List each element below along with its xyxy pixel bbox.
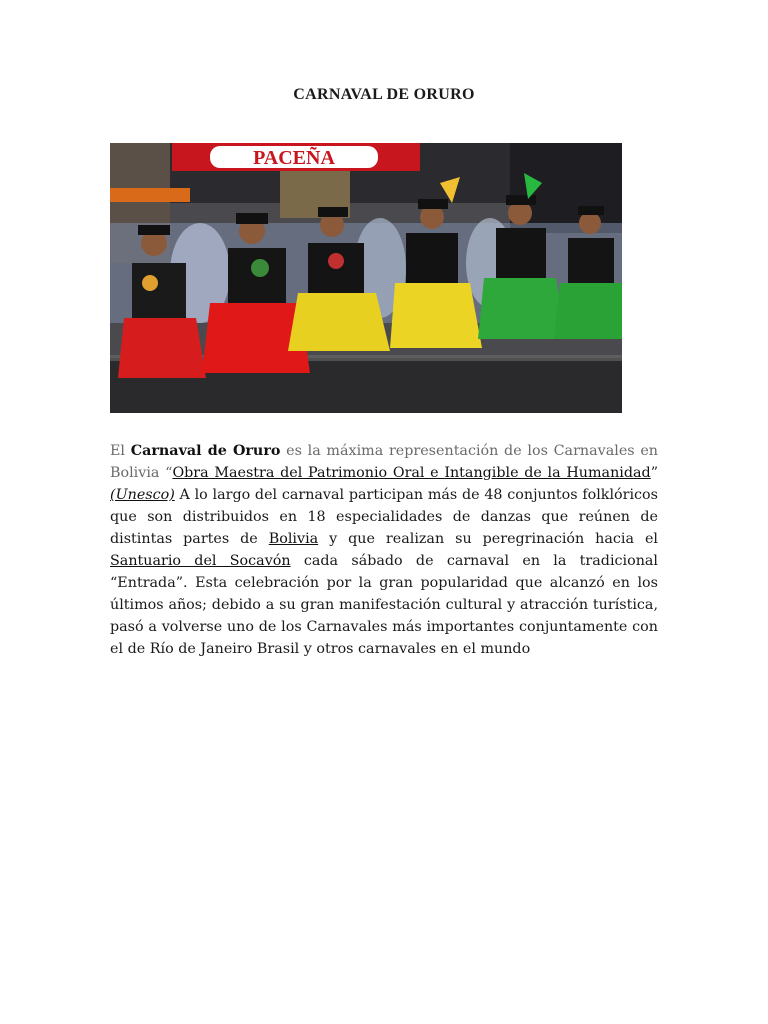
link-unesco[interactable]: (Unesco) xyxy=(110,487,175,503)
text-segment-5: cada sábado de carnaval en la tradicional “Entrada”. Esta celebración por la gran popularidad que alcanzó en los últimos años; debido a su gran manifestación cultural y atracción turística, pasó a volverse uno de los Carnavales más importantes conjuntamente con el de Río de Janeiro Brasil y otros carnavales en el mundo xyxy=(110,553,659,657)
link-santuario-socavon[interactable]: Santuario del Socavón xyxy=(110,553,291,569)
link-bolivia[interactable]: Bolivia xyxy=(268,531,319,547)
link-obra-maestra[interactable]: Obra Maestra del Patrimonio Oral e Intangible de la Humanidad xyxy=(172,465,651,481)
page-title: CARNAVAL DE ORURO xyxy=(293,86,475,103)
intro-text: El xyxy=(110,443,131,459)
carnival-name: Carnaval de Oruro xyxy=(130,443,281,459)
carnival-photo xyxy=(110,143,622,413)
text-segment-3: A lo largo del carnaval participan más de 48 conjuntos folklóricos que son distribuidos en 18 especialidades de danzas que reúnen de distintas partes de xyxy=(110,487,658,547)
text-segment-4: y que realizan su peregrinación hacia el xyxy=(318,531,658,547)
main-paragraph xyxy=(110,440,658,660)
banner-text: PACEÑA xyxy=(253,147,335,169)
text-segment-2: ” xyxy=(650,465,659,481)
text-segment-1: es la máxima representación de los Carnavales en Bolivia “ xyxy=(110,443,658,481)
